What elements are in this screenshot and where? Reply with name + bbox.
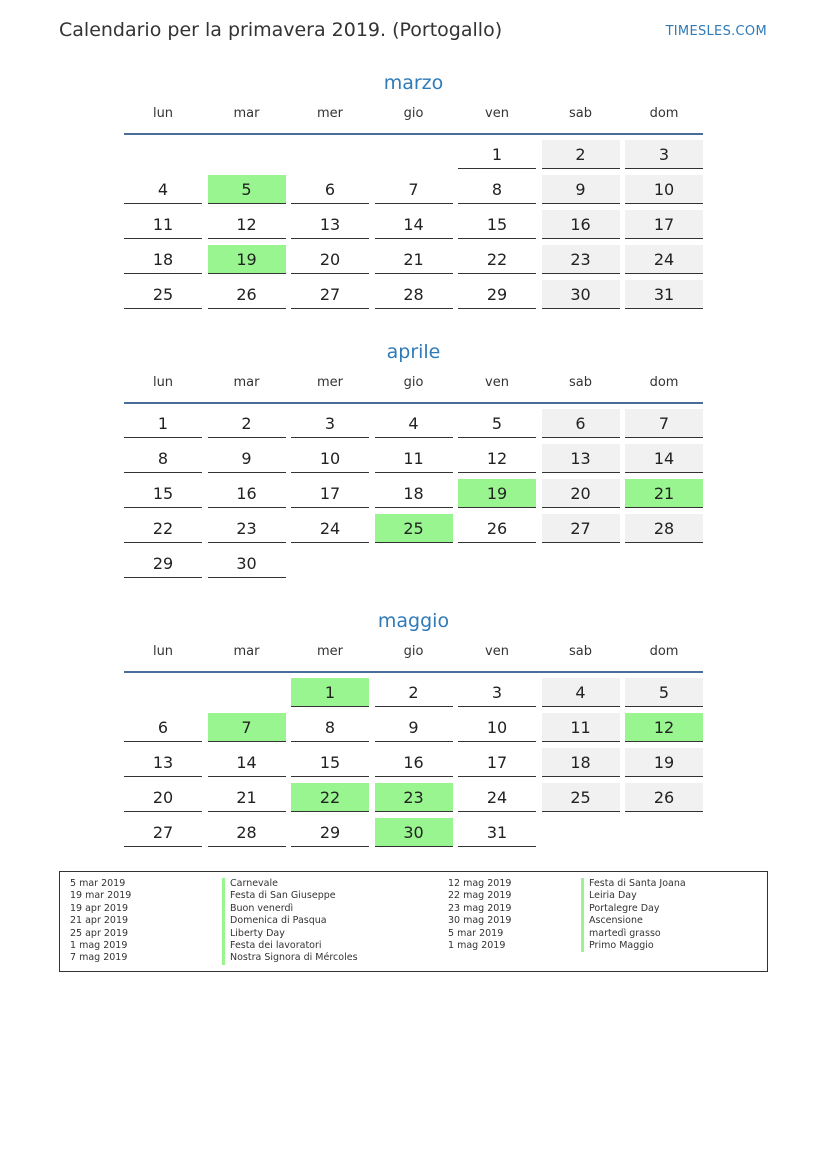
day-cell: 8 <box>291 713 369 742</box>
day-cell: 22 <box>458 245 536 274</box>
day-cell: 7 <box>208 713 286 742</box>
day-cell: 11 <box>375 444 453 473</box>
weekday-header <box>124 373 703 393</box>
weekday-label: mar <box>233 106 260 121</box>
weekday-label: gio <box>403 375 424 390</box>
day-cell: 19 <box>458 479 536 508</box>
legend-date: 5 mar 2019 <box>448 927 504 939</box>
weekday-label: sab <box>569 375 592 390</box>
day-cell: 27 <box>291 280 369 309</box>
weekday-label: mar <box>233 375 260 390</box>
month-may <box>124 608 703 847</box>
day-cell: 17 <box>291 479 369 508</box>
day-grid <box>124 409 703 578</box>
day-cell: 22 <box>291 783 369 812</box>
day-blank <box>124 140 202 168</box>
weekday-label: mer <box>316 106 343 121</box>
site-logo[interactable]: TIMESLES.COM <box>665 24 767 39</box>
day-cell: 10 <box>291 444 369 473</box>
legend-holiday-name: Festa di San Giuseppe <box>230 890 336 902</box>
weekday-header <box>124 642 703 662</box>
day-cell: 13 <box>542 444 620 473</box>
day-cell: 20 <box>124 783 202 812</box>
weekday-label: dom <box>649 375 679 390</box>
day-cell: 18 <box>124 245 202 274</box>
weekday-label: lun <box>152 644 174 659</box>
day-cell: 23 <box>542 245 620 274</box>
legend-date: 7 mag 2019 <box>70 952 128 964</box>
month-april <box>124 339 703 578</box>
weekday-label: sab <box>569 644 592 659</box>
legend-holiday-name: Ascensione <box>589 915 643 927</box>
legend-holiday-name: martedì grasso <box>589 927 661 939</box>
day-cell: 27 <box>542 514 620 543</box>
day-cell: 17 <box>458 748 536 777</box>
day-cell: 15 <box>291 748 369 777</box>
legend-holiday-name: Primo Maggio <box>589 939 654 951</box>
day-cell: 4 <box>542 678 620 707</box>
day-cell: 24 <box>625 245 703 274</box>
day-cell: 20 <box>542 479 620 508</box>
month-title: marzo <box>383 72 444 94</box>
legend-date: 25 apr 2019 <box>70 927 129 939</box>
month-march <box>124 70 703 309</box>
day-cell: 30 <box>208 549 286 578</box>
day-cell: 4 <box>124 175 202 204</box>
weekday-label: lun <box>152 106 174 121</box>
header-rule <box>124 133 703 135</box>
day-cell: 2 <box>375 678 453 707</box>
day-cell: 19 <box>208 245 286 274</box>
day-cell: 12 <box>458 444 536 473</box>
day-cell: 25 <box>124 280 202 309</box>
day-cell: 31 <box>625 280 703 309</box>
day-blank <box>375 140 453 168</box>
weekday-label: gio <box>403 644 424 659</box>
day-cell: 14 <box>625 444 703 473</box>
day-cell: 5 <box>208 175 286 204</box>
legend-holiday-name: Portalegre Day <box>589 902 660 914</box>
day-cell: 25 <box>542 783 620 812</box>
day-cell: 31 <box>458 818 536 847</box>
day-cell: 23 <box>375 783 453 812</box>
day-cell: 12 <box>208 210 286 239</box>
legend-date: 23 mag 2019 <box>448 902 512 914</box>
weekday-label: dom <box>649 106 679 121</box>
day-cell: 9 <box>208 444 286 473</box>
legend-date: 12 mag 2019 <box>448 878 512 889</box>
day-cell: 30 <box>542 280 620 309</box>
day-cell: 28 <box>208 818 286 847</box>
day-cell: 3 <box>458 678 536 707</box>
day-cell: 28 <box>625 514 703 543</box>
weekday-label: ven <box>485 644 509 659</box>
weekday-label: lun <box>152 375 174 390</box>
day-cell: 23 <box>208 514 286 543</box>
day-cell: 21 <box>625 479 703 508</box>
day-cell: 2 <box>208 409 286 438</box>
day-cell: 7 <box>375 175 453 204</box>
legend-holiday-name: Carnevale <box>230 878 278 889</box>
day-cell: 26 <box>208 280 286 309</box>
day-cell: 21 <box>208 783 286 812</box>
weekday-label: ven <box>485 375 509 390</box>
legend-date: 21 apr 2019 <box>70 915 129 927</box>
day-blank <box>291 140 369 168</box>
legend-holiday-name: Liberty Day <box>230 927 285 939</box>
day-cell: 6 <box>291 175 369 204</box>
day-cell: 15 <box>124 479 202 508</box>
day-cell: 16 <box>542 210 620 239</box>
day-cell: 26 <box>625 783 703 812</box>
day-cell: 3 <box>291 409 369 438</box>
weekday-header <box>124 104 703 124</box>
weekday-label: gio <box>403 106 424 121</box>
day-cell: 6 <box>542 409 620 438</box>
legend-holiday-name: Nostra Signora di Mércoles <box>230 952 358 964</box>
holiday-legend <box>59 871 768 972</box>
day-grid <box>124 678 703 847</box>
day-cell: 16 <box>375 748 453 777</box>
day-cell: 25 <box>375 514 453 543</box>
day-cell: 14 <box>375 210 453 239</box>
day-blank <box>124 678 202 706</box>
day-cell: 16 <box>208 479 286 508</box>
legend-date: 5 mar 2019 <box>70 878 126 889</box>
day-cell: 9 <box>542 175 620 204</box>
day-cell: 13 <box>291 210 369 239</box>
day-cell: 15 <box>458 210 536 239</box>
weekday-label: dom <box>649 644 679 659</box>
day-cell: 26 <box>458 514 536 543</box>
day-cell: 29 <box>291 818 369 847</box>
legend-holiday-name: Festa dei lavoratori <box>230 939 322 951</box>
day-cell: 27 <box>124 818 202 847</box>
day-cell: 1 <box>124 409 202 438</box>
header-rule <box>124 402 703 404</box>
day-cell: 10 <box>625 175 703 204</box>
day-cell: 1 <box>458 140 536 169</box>
day-cell: 4 <box>375 409 453 438</box>
day-cell: 8 <box>458 175 536 204</box>
day-cell: 10 <box>458 713 536 742</box>
day-cell: 11 <box>124 210 202 239</box>
day-cell: 20 <box>291 245 369 274</box>
legend-right-dates <box>448 878 511 952</box>
day-cell: 12 <box>625 713 703 742</box>
legend-holiday-name: Leiria Day <box>589 890 637 902</box>
page-title: Calendario per la primavera 2019. (Portogallo) <box>59 19 503 41</box>
legend-date: 1 mag 2019 <box>70 939 128 951</box>
day-cell: 14 <box>208 748 286 777</box>
day-cell: 28 <box>375 280 453 309</box>
day-cell: 13 <box>124 748 202 777</box>
day-cell: 6 <box>124 713 202 742</box>
legend-holiday-name: Buon venerdì <box>230 902 294 914</box>
day-cell: 29 <box>458 280 536 309</box>
month-title: maggio <box>377 610 450 632</box>
legend-holiday-name: Festa di Santa Joana <box>589 878 686 889</box>
weekday-label: mer <box>316 644 343 659</box>
day-cell: 5 <box>458 409 536 438</box>
legend-date: 1 mag 2019 <box>448 939 506 951</box>
legend-date: 22 mag 2019 <box>448 890 512 902</box>
legend-right-names <box>581 878 686 952</box>
header-rule <box>124 671 703 673</box>
legend-left-dates <box>70 878 131 965</box>
day-cell: 21 <box>375 245 453 274</box>
day-cell: 29 <box>124 549 202 578</box>
day-blank <box>208 140 286 168</box>
day-cell: 22 <box>124 514 202 543</box>
weekday-label: mar <box>233 644 260 659</box>
day-cell: 5 <box>625 678 703 707</box>
weekday-label: sab <box>569 106 592 121</box>
day-cell: 11 <box>542 713 620 742</box>
legend-date: 19 apr 2019 <box>70 902 129 914</box>
day-cell: 18 <box>375 479 453 508</box>
legend-date: 30 mag 2019 <box>448 915 512 927</box>
day-cell: 24 <box>291 514 369 543</box>
day-cell: 8 <box>124 444 202 473</box>
legend-holiday-name: Domenica di Pasqua <box>230 915 327 927</box>
day-cell: 1 <box>291 678 369 707</box>
day-cell: 30 <box>375 818 453 847</box>
day-cell: 17 <box>625 210 703 239</box>
day-cell: 3 <box>625 140 703 169</box>
day-cell: 9 <box>375 713 453 742</box>
legend-left-names <box>222 878 358 965</box>
weekday-label: ven <box>485 106 509 121</box>
day-cell: 24 <box>458 783 536 812</box>
month-title: aprile <box>386 341 441 363</box>
day-blank <box>208 678 286 706</box>
weekday-label: mer <box>316 375 343 390</box>
day-cell: 7 <box>625 409 703 438</box>
day-cell: 19 <box>625 748 703 777</box>
day-grid <box>124 140 703 309</box>
legend-date: 19 mar 2019 <box>70 890 132 902</box>
day-cell: 2 <box>542 140 620 169</box>
day-cell: 18 <box>542 748 620 777</box>
